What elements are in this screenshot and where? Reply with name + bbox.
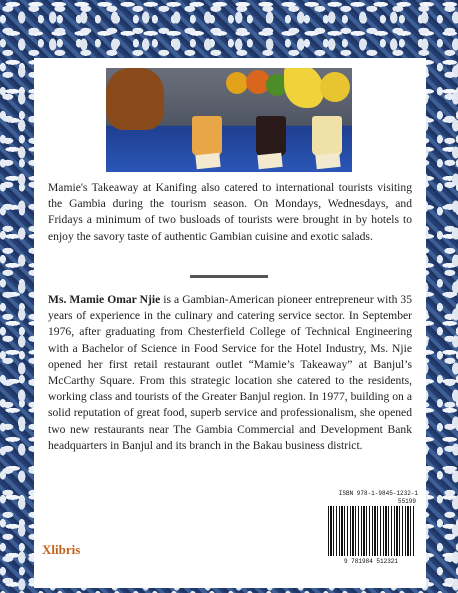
section-divider [190,275,268,278]
fruit-decoration [226,72,248,94]
fruit-decoration [284,68,324,108]
isbn-barcode [324,490,418,568]
price-tag [195,153,220,169]
fruit-decoration [320,72,350,102]
publisher-logo: Xlibris [42,542,81,557]
biography-paragraph [48,292,412,454]
price-code: 55199 [397,498,416,505]
tourism-paragraph: Mamie's Takeaway at Kanifing also catered to international tourists visiting the Gambia during the tourism season. On Mondays, Wednesdays, and Fridays a minimum of two busloads of tourists were brought in by hotels to enjoy the savory taste of authentic Gambian cuisine and exotic salads. [48,181,412,243]
price-tag [315,153,340,169]
juice-glass [256,116,286,156]
fruit-decoration [106,68,164,130]
barcode-number: 9 781984 512321 [343,558,398,565]
isbn-label: ISBN 978-1-9845-1232-1 [338,490,418,497]
food-photo [106,68,352,172]
price-tag [257,153,282,169]
back-cover-panel [34,58,426,588]
author-name: Ms. Mamie Omar Njie [48,293,161,306]
juice-glass [192,116,222,156]
barcode-bars [328,506,414,556]
juice-glass [312,116,342,156]
biography-text: is a Gambian-American pioneer entrepreneur with 35 years of experience in the culinary and catering service sector. In September 1976, after graduating from Chesterfield College of Technical Engineering with a Bachelor of Science in Food Service for the Hotel Industry, Ms. Njie opened her first retail restaurant outlet “Mamie’s Takeaway” at Banjul’s McCarthy Square. From this strategic location she catered to the residents, working class and tourists of the Greater Banjul region. In 1977, building on a solid reputation of great food, superb service and professionalism, she opened two new restaurants near The Gambia Commercial and Development Bank headquarters in Banjul and its branch in the Bakau business district. [48,293,413,452]
